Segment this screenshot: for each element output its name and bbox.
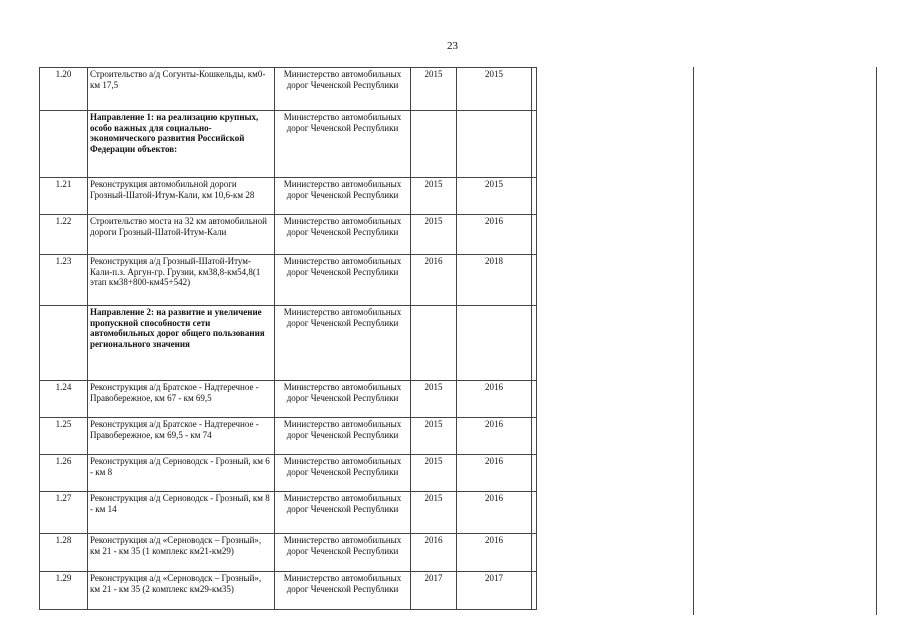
row-number: [40, 306, 88, 381]
start-year: 2017: [411, 572, 457, 610]
start-year: 2015: [411, 381, 457, 418]
table-row: [40, 111, 537, 178]
executor: Министерство автомобильных дорог Чеченской Республики: [275, 492, 411, 534]
end-year: 2016: [457, 215, 532, 255]
empty-cell: [532, 178, 537, 215]
section-heading: Направление 1: на реализацию крупных, особо важных для социально-экономического развития Российской Федерации объектов:: [88, 111, 275, 178]
empty-cell: [532, 455, 537, 492]
empty-cell: [532, 68, 537, 111]
end-year: 2018: [457, 255, 532, 306]
measures-table: [39, 67, 537, 610]
measure-name: Строительство а/д Согунты-Кошкельды, км0-км 17,5: [88, 68, 275, 111]
empty-cell: [532, 492, 537, 534]
measure-name: Реконструкция а/д «Серноводск – Грозный», км 21 - км 35 (1 комплекс км21-км29): [88, 534, 275, 572]
measure-name: Реконструкция а/д Братское - Надтеречное - Правобережное, км 69,5 - км 74: [88, 418, 275, 455]
start-year: 2015: [411, 418, 457, 455]
end-year: 2017: [457, 572, 532, 610]
table-row: [40, 215, 537, 255]
end-year: [457, 111, 532, 178]
empty-cell: [532, 215, 537, 255]
measure-name: Реконструкция а/д Братское - Надтеречное - Правобережное, км 67 - км 69,5: [88, 381, 275, 418]
table-row: [40, 381, 537, 418]
end-year: 2016: [457, 455, 532, 492]
row-number: 1.22: [40, 215, 88, 255]
empty-cell: [532, 255, 537, 306]
table-row: [40, 306, 537, 381]
start-year: 2015: [411, 215, 457, 255]
executor: Министерство автомобильных дорог Чеченской Республики: [275, 381, 411, 418]
empty-cell: [532, 381, 537, 418]
end-year: 2016: [457, 492, 532, 534]
table-row: [40, 255, 537, 306]
end-year: 2016: [457, 381, 532, 418]
executor: Министерство автомобильных дорог Чеченской Республики: [275, 111, 411, 178]
row-number: 1.26: [40, 455, 88, 492]
end-year: 2016: [457, 418, 532, 455]
start-year: 2016: [411, 534, 457, 572]
table-row: [40, 178, 537, 215]
table-row: [40, 534, 537, 572]
measure-name: Реконструкция а/д Серноводск - Грозный, км 8 - км 14: [88, 492, 275, 534]
executor: Министерство автомобильных дорог Чеченской Республики: [275, 534, 411, 572]
executor: Министерство автомобильных дорог Чеченской Республики: [275, 68, 411, 111]
empty-cell: [532, 111, 537, 178]
empty-cell: [532, 534, 537, 572]
column-divider-right-2: [876, 67, 877, 615]
measure-name: Реконструкция а/д Грозный-Шатой-Итум-Кали-п.з. Аргун-гр. Грузии, км38,8-км54,8(1 этап км38+800-км45+542): [88, 255, 275, 306]
end-year: [457, 306, 532, 381]
table-row: [40, 68, 537, 111]
executor: Министерство автомобильных дорог Чеченской Республики: [275, 418, 411, 455]
start-year: 2015: [411, 455, 457, 492]
row-number: [40, 111, 88, 178]
row-number: 1.23: [40, 255, 88, 306]
measure-name: Реконструкция а/д «Серноводск – Грозный», км 21 - км 35 (2 комплекс км29-км35): [88, 572, 275, 610]
start-year: 2015: [411, 178, 457, 215]
start-year: 2016: [411, 255, 457, 306]
table-row: [40, 418, 537, 455]
row-number: 1.21: [40, 178, 88, 215]
empty-cell: [532, 418, 537, 455]
start-year: [411, 306, 457, 381]
executor: Министерство автомобильных дорог Чеченской Республики: [275, 306, 411, 381]
table-row: [40, 572, 537, 610]
row-number: 1.27: [40, 492, 88, 534]
measure-name: Реконструкция а/д Серноводск - Грозный, км 6 - км 8: [88, 455, 275, 492]
page-number: 23: [447, 40, 458, 52]
start-year: 2015: [411, 68, 457, 111]
end-year: 2015: [457, 178, 532, 215]
measure-name: Реконструкция автомобильной дороги Грозный-Шатой-Итум-Кали, км 10,6-км 28: [88, 178, 275, 215]
executor: Министерство автомобильных дорог Чеченской Республики: [275, 255, 411, 306]
row-number: 1.25: [40, 418, 88, 455]
row-number: 1.24: [40, 381, 88, 418]
executor: Министерство автомобильных дорог Чеченской Республики: [275, 178, 411, 215]
start-year: 2015: [411, 492, 457, 534]
row-number: 1.29: [40, 572, 88, 610]
end-year: 2015: [457, 68, 532, 111]
empty-cell: [532, 572, 537, 610]
table-row: [40, 492, 537, 534]
executor: Министерство автомобильных дорог Чеченской Республики: [275, 572, 411, 610]
row-number: 1.20: [40, 68, 88, 111]
start-year: [411, 111, 457, 178]
row-number: 1.28: [40, 534, 88, 572]
empty-cell: [532, 306, 537, 381]
section-heading: Направление 2: на развитие и увеличение пропускной способности сети автомобильных дорог общего пользования регионального значения: [88, 306, 275, 381]
end-year: 2016: [457, 534, 532, 572]
executor: Министерство автомобильных дорог Чеченской Республики: [275, 215, 411, 255]
table-row: [40, 455, 537, 492]
executor: Министерство автомобильных дорог Чеченской Республики: [275, 455, 411, 492]
column-divider-right-1: [693, 67, 694, 615]
measure-name: Строительство моста на 32 км автомобильной дороги Грозный-Шатой-Итум-Кали: [88, 215, 275, 255]
